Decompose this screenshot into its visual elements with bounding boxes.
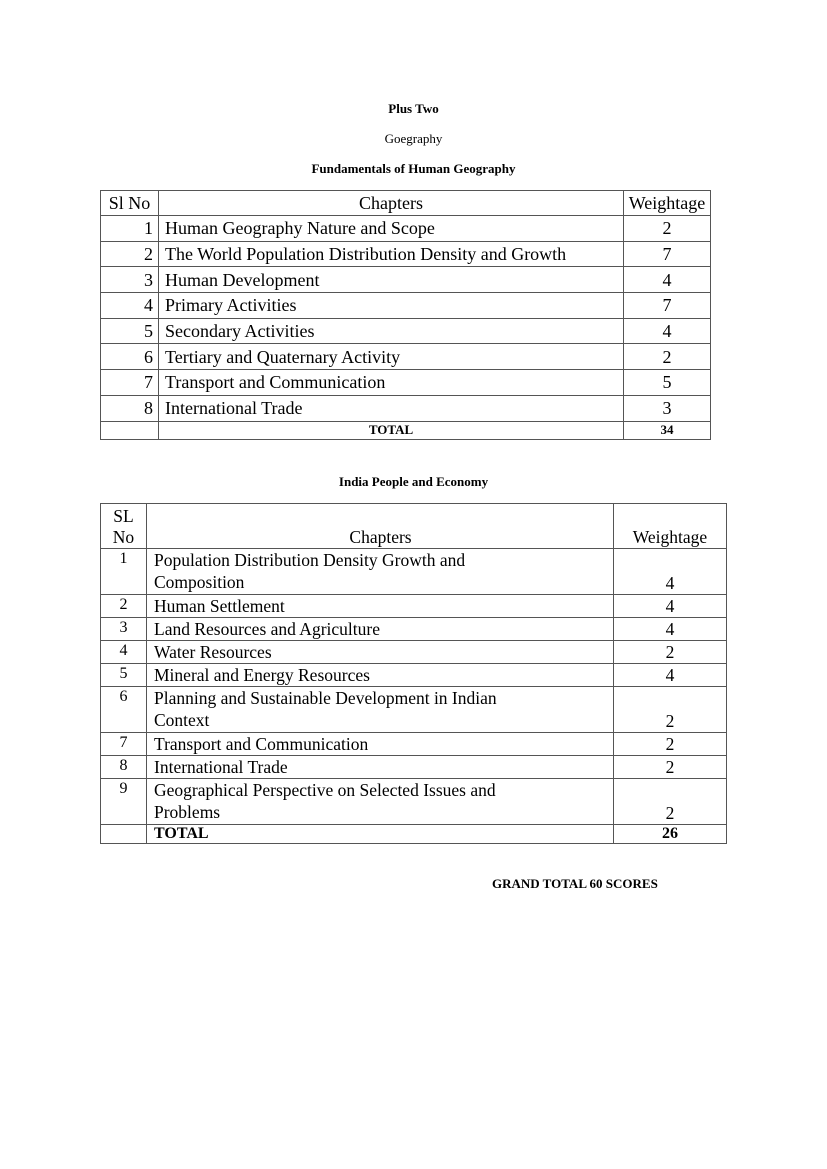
empty-cell	[101, 825, 147, 844]
sl-no-cell: 7	[101, 733, 147, 756]
chapter-cell	[147, 779, 614, 825]
chapter-cell: Human Geography Nature and Scope	[159, 216, 624, 242]
total-row	[101, 421, 711, 439]
total-row	[101, 825, 727, 844]
chapter-cell: Transport and Communication	[147, 733, 614, 756]
chapter-cell: Human Development	[159, 267, 624, 293]
chapter-text: Planning and Sustainable Development in Indian Context	[154, 688, 497, 730]
weightage-cell: 4	[614, 595, 727, 618]
chapter-cell: Secondary Activities	[159, 318, 624, 344]
sl-no-cell: 5	[101, 664, 147, 687]
total-label: TOTAL	[159, 421, 624, 439]
weightage-cell: 4	[624, 318, 711, 344]
table-row	[101, 370, 711, 396]
column-header-chapters: Chapters	[147, 504, 614, 549]
weightage-cell: 7	[624, 293, 711, 319]
chapter-cell: Primary Activities	[159, 293, 624, 319]
table-row	[101, 595, 727, 618]
sl-no-cell: 6	[101, 344, 159, 370]
chapter-cell: Water Resources	[147, 641, 614, 664]
chapter-cell: Land Resources and Agriculture	[147, 618, 614, 641]
total-value: 34	[624, 421, 711, 439]
weightage-cell: 2	[614, 733, 727, 756]
fundamentals-table	[100, 190, 711, 440]
table-header-row	[101, 191, 711, 216]
chapter-text: Geographical Perspective on Selected Issues and Problems	[154, 780, 496, 822]
sl-no-cell: 1	[101, 549, 147, 595]
sl-no-cell: 3	[101, 267, 159, 293]
table-row	[101, 733, 727, 756]
weightage-cell: 2	[614, 779, 727, 825]
chapter-cell: Mineral and Energy Resources	[147, 664, 614, 687]
table-row	[101, 549, 727, 595]
column-header-weightage: Weightage	[614, 504, 727, 549]
table-row	[101, 664, 727, 687]
sl-no-cell: 5	[101, 318, 159, 344]
table-header-row	[101, 504, 727, 549]
chapter-cell	[147, 549, 614, 595]
weightage-cell: 2	[624, 344, 711, 370]
weightage-cell: 4	[624, 267, 711, 293]
sl-no-cell: 2	[101, 595, 147, 618]
weightage-cell: 2	[614, 641, 727, 664]
weightage-cell: 2	[614, 687, 727, 733]
weightage-cell: 7	[624, 241, 711, 267]
sl-no-cell: 4	[101, 293, 159, 319]
subject-title: Goegraphy	[384, 131, 443, 146]
table-row	[101, 216, 711, 242]
sl-no-cell: 7	[101, 370, 159, 396]
sl-no-cell: 1	[101, 216, 159, 242]
table-row	[101, 687, 727, 733]
sl-no-cell: 8	[101, 395, 159, 421]
table-row	[101, 293, 711, 319]
table-row	[101, 241, 711, 267]
chapter-cell: The World Population Distribution Density and Growth	[159, 241, 624, 267]
sl-no-header-text: SL No	[112, 506, 135, 547]
table-row	[101, 395, 711, 421]
table-row	[101, 779, 727, 825]
chapter-cell: Human Settlement	[147, 595, 614, 618]
weightage-cell: 5	[624, 370, 711, 396]
weightage-cell: 4	[614, 618, 727, 641]
empty-cell	[101, 421, 159, 439]
part2-title: India People and Economy	[338, 474, 489, 489]
sl-no-cell: 8	[101, 756, 147, 779]
sl-no-cell: 6	[101, 687, 147, 733]
table-row	[101, 618, 727, 641]
sl-no-cell: 9	[101, 779, 147, 825]
chapter-cell: Transport and Communication	[159, 370, 624, 396]
weightage-cell: 3	[624, 395, 711, 421]
chapter-cell: Tertiary and Quaternary Activity	[159, 344, 624, 370]
column-header-sl-no	[101, 504, 147, 549]
level-title: Plus Two	[388, 101, 439, 116]
chapter-cell: International Trade	[147, 756, 614, 779]
weightage-cell: 4	[614, 549, 727, 595]
grand-total: GRAND TOTAL 60 SCORES	[492, 876, 658, 891]
total-value: 26	[614, 825, 727, 844]
chapter-text: Population Distribution Density Growth and Composition	[154, 550, 466, 592]
column-header-weightage: Weightage	[624, 191, 711, 216]
sl-no-cell: 2	[101, 241, 159, 267]
part1-title: Fundamentals of Human Geography	[311, 161, 516, 176]
chapter-cell	[147, 687, 614, 733]
table-row	[101, 318, 711, 344]
weightage-cell: 2	[614, 756, 727, 779]
chapter-cell: International Trade	[159, 395, 624, 421]
sl-no-cell: 4	[101, 641, 147, 664]
table-row	[101, 344, 711, 370]
table-row	[101, 267, 711, 293]
weightage-cell: 4	[614, 664, 727, 687]
table-row	[101, 641, 727, 664]
india-people-economy-table	[100, 503, 727, 844]
table-row	[101, 756, 727, 779]
weightage-cell: 2	[624, 216, 711, 242]
total-label: TOTAL	[147, 825, 614, 844]
column-header-chapters: Chapters	[159, 191, 624, 216]
column-header-sl-no: Sl No	[101, 191, 159, 216]
sl-no-cell: 3	[101, 618, 147, 641]
